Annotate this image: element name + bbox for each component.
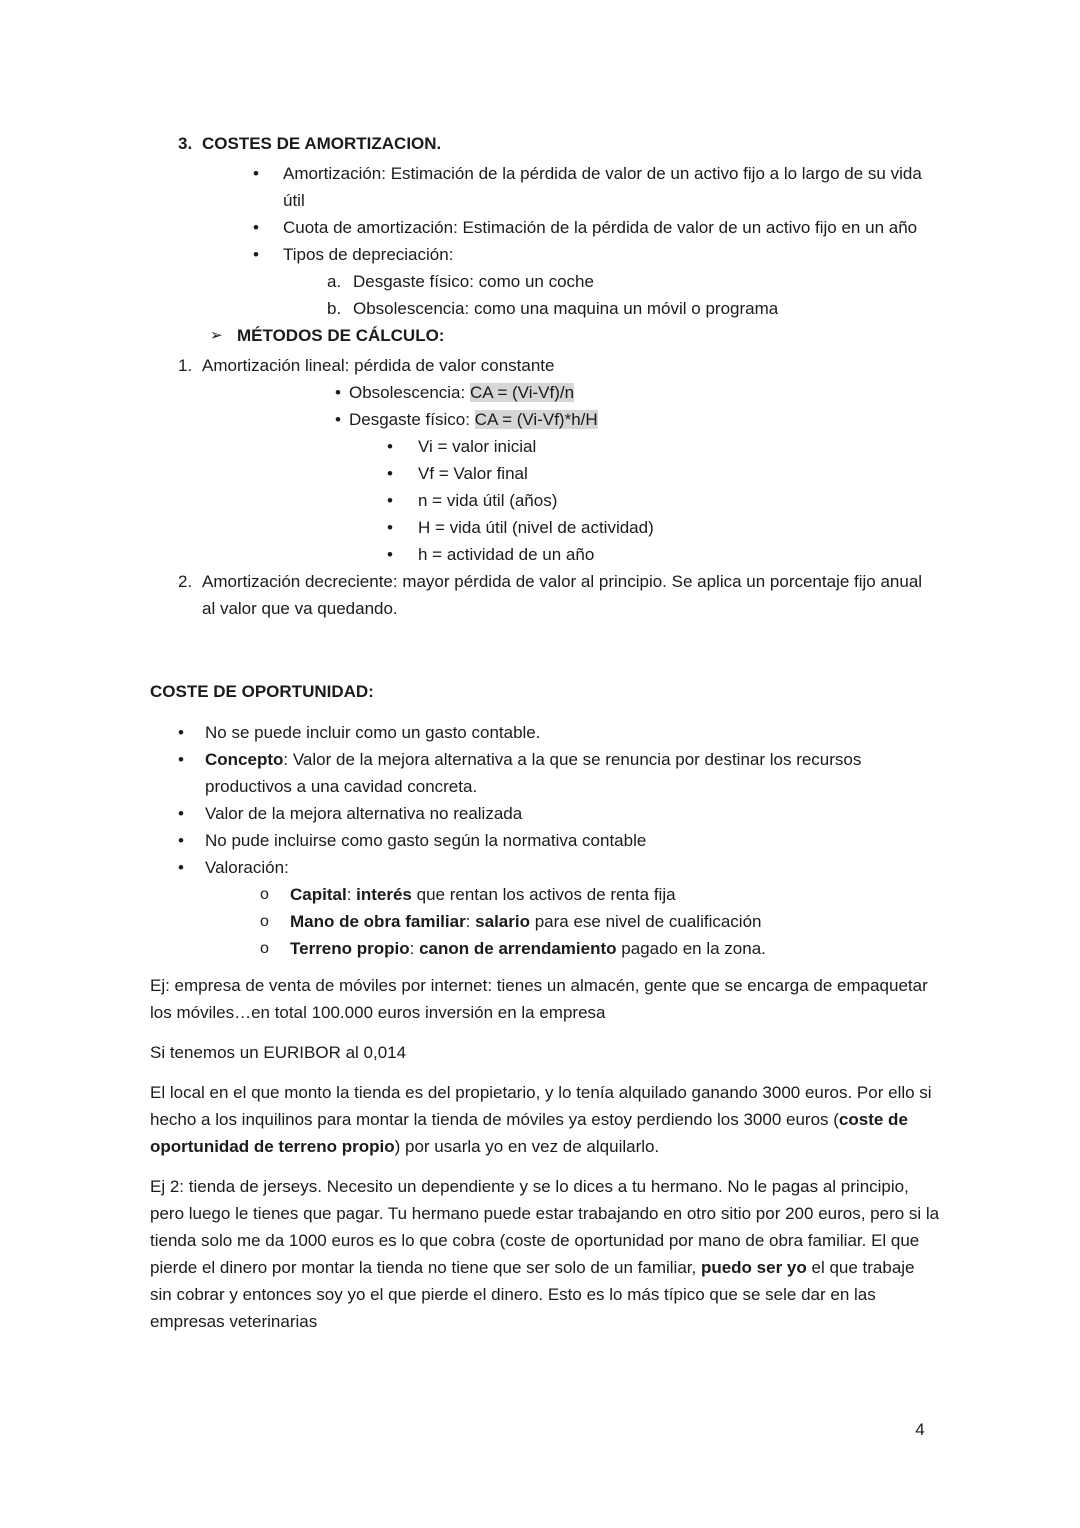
paragraph-text: El local en el que monto la tienda es del propietario, y lo tenía alquilado ganando 3000 euros. Por ello si hecho a los inquilinos para montar la tienda de móviles ya estoy perdiendo los 3000 euros ( [150, 1083, 932, 1129]
euribor-paragraph: Si tenemos un EURIBOR al 0,014 [150, 1043, 407, 1062]
circle-marker: o [260, 913, 269, 930]
paragraph-text: ) por usarla yo en vez de alquilarlo. [394, 1137, 660, 1156]
list-item-text: Amortización: Estimación de la pérdida de valor de un activo fijo a lo largo de su vida útil [283, 164, 922, 210]
bullet-marker: • [178, 804, 184, 823]
alpha-marker: b. [327, 299, 342, 318]
list-item [150, 568, 940, 622]
list-item-text [290, 908, 940, 935]
circle-marker: o [260, 886, 269, 903]
section-3-number: 3. [178, 134, 193, 153]
metodos-heading [150, 322, 940, 349]
list-item [150, 719, 940, 746]
list-item [150, 800, 940, 827]
bullet-marker: • [335, 383, 341, 402]
bullet-marker: • [387, 545, 393, 564]
bullet-marker: • [178, 750, 184, 769]
list-item-text: Valor de la mejora alternativa no realizada [205, 804, 523, 823]
bullet-marker: • [387, 437, 393, 456]
valoracion-rest: pagado en la zona. [616, 939, 766, 958]
list-item [150, 514, 940, 541]
valoracion-key: canon de arrendamiento [419, 939, 617, 958]
separator-text: : [346, 885, 357, 904]
valoracion-term: Capital [290, 885, 347, 904]
list-item-text: Desgaste físico: como un coche [353, 272, 594, 291]
variable-definition: Vf = Valor final [418, 464, 528, 483]
oportunidad-heading: COSTE DE OPORTUNIDAD: [150, 682, 374, 701]
list-item [150, 268, 940, 295]
section-3-title: COSTES DE AMORTIZACION. [202, 134, 442, 153]
valoracion-term: Mano de obra familiar [290, 912, 466, 931]
formula-line [349, 379, 940, 406]
section-3-heading [150, 130, 940, 157]
list-item [150, 352, 940, 379]
metodos-list [150, 352, 940, 622]
bold-phrase: puedo ser yo [700, 1258, 807, 1277]
formula-label: Desgaste físico: [349, 410, 475, 429]
list-item-text: Amortización decreciente: mayor pérdida de valor al principio. Se aplica un porcentaje fijo anual al valor que va quedando. [202, 572, 923, 618]
valoracion-key: interés [356, 885, 412, 904]
number-marker: 2. [178, 572, 193, 591]
paragraph-text: Ej 2: tienda de jerseys. Necesito un dependiente y se lo dices a tu hermano. No le pagas al principio, pero luego le tienes que pagar. Tu hermano puede estar trabajando en otro sitio por 200 euros, pero si la tienda solo me da 1000 euros es lo que cobra (coste de oportunidad por mano de obra familiar. El que pierde el dinero por montar la tienda no tiene que ser solo de un familiar, [150, 1177, 940, 1277]
list-item [150, 241, 940, 268]
formula-line [349, 406, 940, 433]
list-item [150, 214, 940, 241]
oportunidad-bullet-list [150, 719, 940, 962]
list-item [150, 854, 940, 881]
bold-phrase: coste de oportunidad de terreno propio [150, 1110, 908, 1156]
separator-text: : [465, 912, 476, 931]
list-item-text: Amortización lineal: pérdida de valor constante [202, 356, 555, 375]
list-item-text [290, 881, 940, 908]
valoracion-rest: que rentan los activos de renta fija [411, 885, 676, 904]
bullet-marker: • [387, 464, 393, 483]
bullet-marker: • [178, 831, 184, 850]
variable-definition: h = actividad de un año [418, 545, 595, 564]
bullet-marker: • [253, 218, 259, 237]
local-paragraph [150, 1079, 940, 1160]
arrow-bullet-icon: ➢ [210, 327, 223, 344]
list-item-text: Tipos de depreciación: [283, 245, 454, 264]
list-item [150, 881, 940, 908]
list-item [150, 433, 940, 460]
example-1-paragraph: Ej: empresa de venta de móviles por internet: tienes un almacén, gente que se encarga de empaquetar los móviles…en total 100.000 euros inversión en la empresa [150, 976, 928, 1022]
amortizacion-bullet-list [150, 160, 940, 322]
list-item-text [205, 746, 940, 800]
bullet-marker: • [387, 518, 393, 537]
variable-definition: n = vida útil (años) [418, 491, 558, 510]
list-item [150, 460, 940, 487]
variable-definition: Vi = valor inicial [418, 437, 537, 456]
circle-marker: o [260, 940, 269, 957]
bullet-marker: • [178, 858, 184, 877]
valoracion-term: Terreno propio [290, 939, 410, 958]
list-item [150, 935, 940, 962]
formula-label: Obsolescencia: [349, 383, 470, 402]
list-item-text [290, 935, 940, 962]
number-marker: 1. [178, 356, 193, 375]
list-item [150, 295, 940, 322]
list-item [150, 746, 940, 800]
example-2-paragraph [150, 1173, 940, 1335]
list-item-text: No se puede incluir como un gasto contable. [205, 723, 541, 742]
concepto-definition: : Valor de la mejora alternativa a la que se renuncia por destinar los recursos productivos a una cavidad concreta. [205, 750, 862, 796]
paragraph-text: el que trabaje sin cobrar y entonces soy yo el que pierde el dinero. Esto es lo más típico que se sele dar en las empresas veterinarias [150, 1258, 915, 1331]
variable-definition: H = vida útil (nivel de actividad) [418, 518, 654, 537]
bullet-marker: • [253, 164, 259, 183]
list-item [150, 160, 940, 214]
metodos-title: MÉTODOS DE CÁLCULO: [237, 326, 445, 345]
list-item-text: Valoración: [205, 858, 289, 877]
list-item-text: Cuota de amortización: Estimación de la pérdida de valor de un activo fijo en un año [283, 218, 918, 237]
formula-highlight: CA = (Vi-Vf)/n [469, 383, 575, 402]
list-item [150, 406, 940, 433]
valoracion-rest: para ese nivel de cualificación [529, 912, 762, 931]
list-item [150, 908, 940, 935]
list-item [150, 827, 940, 854]
list-item [150, 379, 940, 406]
alpha-marker: a. [327, 272, 342, 291]
bullet-marker: • [335, 410, 341, 429]
list-item-text: Obsolescencia: como una maquina un móvil o programa [353, 299, 779, 318]
list-item [150, 487, 940, 514]
concepto-term: Concepto [205, 750, 284, 769]
bullet-marker: • [253, 245, 259, 264]
list-item-text: No pude incluirse como gasto según la normativa contable [205, 831, 647, 850]
document-content [150, 130, 940, 1348]
valoracion-key: salario [475, 912, 530, 931]
formula-highlight: CA = (Vi-Vf)*h/H [474, 410, 598, 429]
page-number: 4 [915, 1420, 925, 1439]
bullet-marker: • [178, 723, 184, 742]
separator-text: : [409, 939, 420, 958]
list-item [150, 541, 940, 568]
bullet-marker: • [387, 491, 393, 510]
